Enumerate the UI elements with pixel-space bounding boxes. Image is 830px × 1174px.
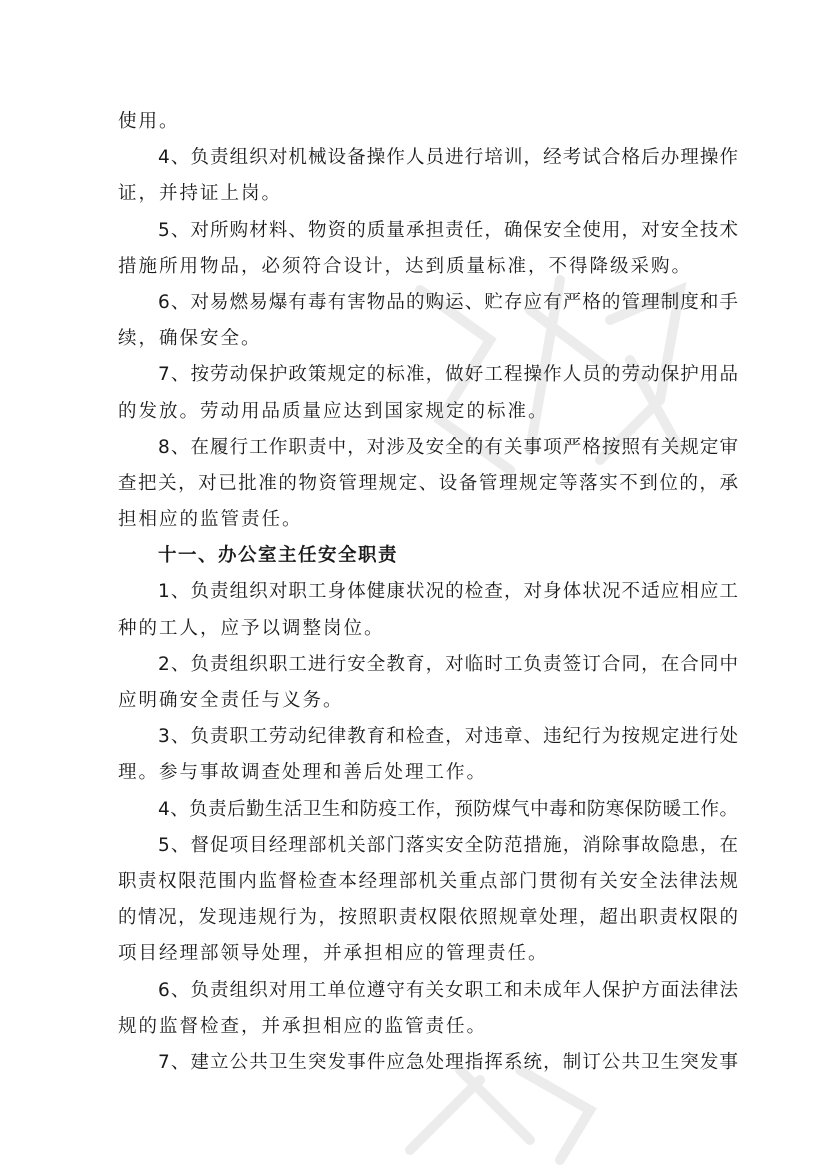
text-line: 措施所用物品，必须符合设计，达到质量标准，不得降级采购。 [118,255,693,277]
text-line: 5、对所购材料、物资的质量承担责任，确保安全使用，对安全技术 [158,219,738,241]
text-line: 理。参与事故调查处理和善后处理工作。 [118,762,488,784]
text-line: 7、建立公共卫生突发事件应急处理指挥系统，制订公共卫生突发事 [158,1051,738,1073]
text-line: 6、对易燃易爆有毒有害物品的购运、贮存应有严格的管理制度和手 [158,291,738,313]
text-line: 2、负责组织职工进行安全教育，对临时工负责签订合同，在合同中 [158,653,738,675]
text-line: 3、负责职工劳动纪律教育和检查，对违章、违纪行为按规定进行处 [158,726,738,748]
text-line: 证，并持证上岗。 [118,183,283,205]
text-line: 4、负责后勤生活卫生和防疫工作，预防煤气中毒和防寒保防暖工作。 [158,798,738,820]
text-line: 担相应的监管责任。 [118,509,303,531]
text-line: 1、负责组织对职工身体健康状况的检查，对身体状况不适应相应工 [158,581,738,603]
text-line: 6、负责组织对用工单位遵守有关女职工和未成年人保护方面法律法 [158,979,738,1001]
text-line: 7、按劳动保护政策规定的标准，做好工程操作人员的劳动保护用品 [158,364,738,386]
text-line: 续，确保安全。 [118,328,262,350]
section-heading: 十一、办公室主任安全职责 [158,545,399,567]
text-line: 职责权限范围内监督检查本经理部机关重点部门贯彻有关安全法律法规 [118,870,738,892]
text-line: 种的工人，应予以调整岗位。 [118,617,385,639]
text-line: 应明确安全责任与义务。 [118,690,344,711]
text-line: 使用。 [118,111,180,132]
text-line: 规的监督检查，并承担相应的监管责任。 [118,1015,488,1037]
text-line: 的情况，发现违规行为，按照职责权限依照规章处理，超出职责权限的 [118,907,738,929]
text-line: 5、督促项目经理部机关部门落实安全防范措施，消除事故隐患，在 [158,834,738,856]
text-line: 项目经理部领导处理，并承担相应的管理责任。 [118,943,549,965]
text-line: 4、负责组织对机械设备操作人员进行培训，经考试合格后办理操作 [158,147,738,169]
document-body [118,104,738,1081]
text-line: 查把关，对已批准的物资管理规定、设备管理规定等落实不到位的，承 [118,472,738,494]
text-line: 的发放。劳动用品质量应达到国家规定的标准。 [118,400,549,422]
text-line: 8、在履行工作职责中，对涉及安全的有关事项严格按照有关规定审 [158,436,738,458]
